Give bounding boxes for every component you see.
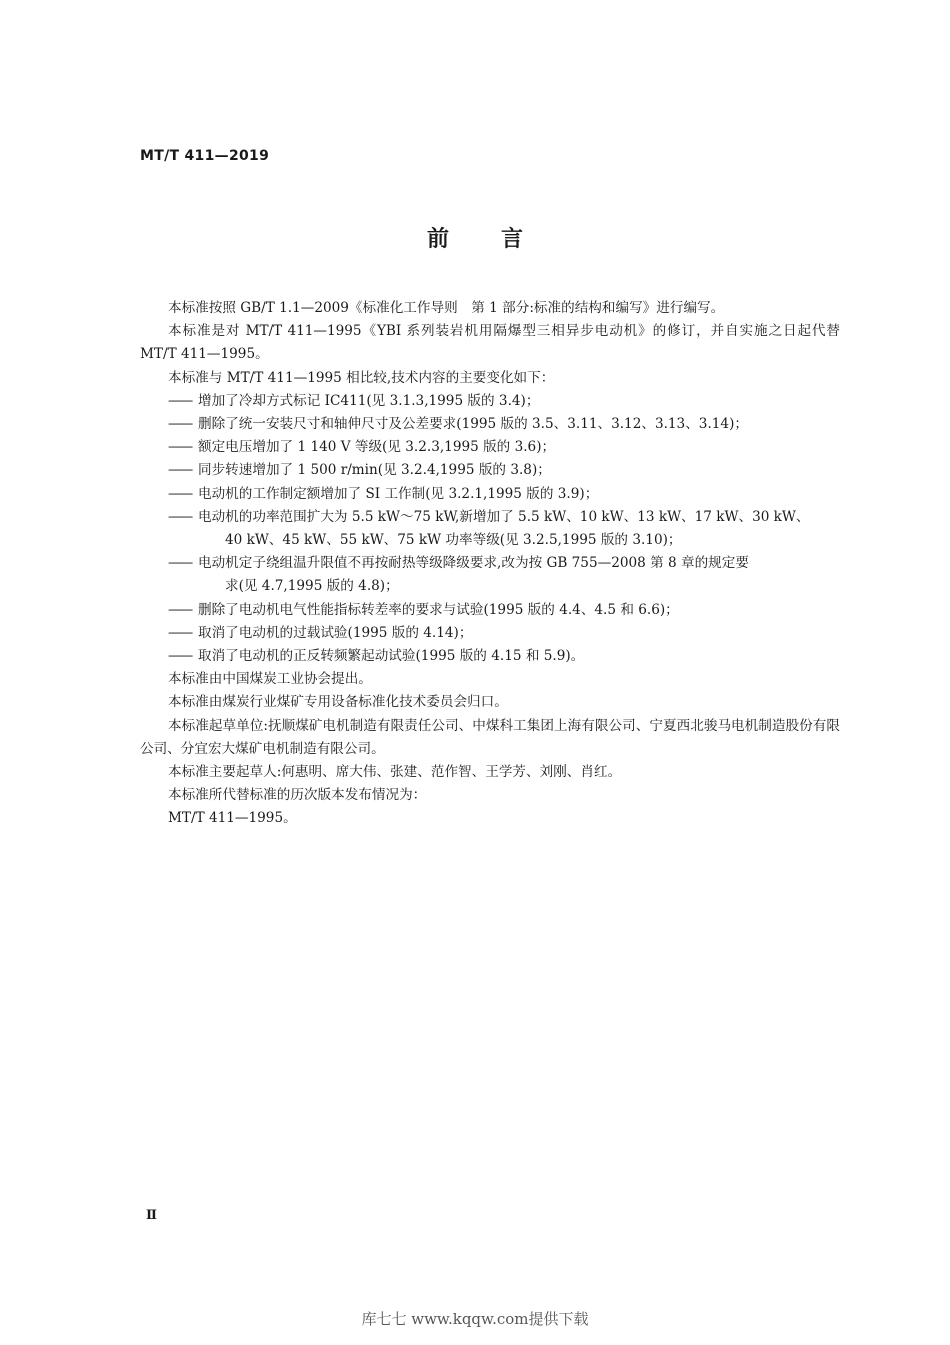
dash-marker: —— (168, 624, 192, 641)
dash-marker: —— (168, 648, 192, 665)
list-item: —— 电动机的工作制定额增加了 SI 工作制(见 3.2.1,1995 版的 3.9)； (168, 483, 840, 506)
list-item: —— 取消了电动机的过载试验(1995 版的 4.14)； (168, 622, 840, 645)
paragraph: 本标准由中国煤炭工业协会提出。 (168, 671, 372, 688)
paragraph: 本标准所代替标准的历次版本发布情况为： (168, 787, 427, 804)
standard-code: MT/T 411—2019 (140, 148, 270, 164)
change-list (140, 390, 840, 668)
page-number: Ⅱ (146, 1208, 157, 1223)
paragraph: 本标准与 MT/T 411—1995 相比较,技术内容的主要变化如下： (168, 369, 555, 386)
list-item: —— 电动机定子绕组温升限值不再按耐热等级降级要求,改为按 GB 755—2008 第 8 章的规定要 求(见 4.7,1995 版的 4.8)； (168, 552, 840, 598)
download-watermark: 库七七 www.kqqw.com提供下载 (361, 1310, 589, 1328)
dash-marker: —— (168, 508, 192, 525)
dash-marker: —— (168, 439, 192, 456)
document-body (140, 297, 840, 831)
dash-marker: —— (168, 601, 192, 618)
dash-marker: —— (168, 416, 192, 433)
list-item: —— 电动机的功率范围扩大为 5.5 kW～75 kW,新增加了 5.5 kW、10 kW、13 kW、17 kW、30 kW、 40 kW、45 kW、55 kW、75 kW 功率等级(见 3.2.5,1995 版的 3.10)； (168, 506, 840, 552)
paragraph: MT/T 411—1995。 (168, 810, 297, 827)
paragraph: 本标准起草单位:抚顺煤矿电机制造有限责任公司、中煤科工集团上海有限公司、宁夏西北骏马电机制造股份有限公司、分宜宏大煤矿电机制造有限公司。 (140, 717, 840, 757)
list-item: —— 额定电压增加了 1 140 V 等级(见 3.2.3,1995 版的 3.6)； (168, 436, 840, 459)
dash-marker: —— (168, 485, 192, 502)
list-item: —— 增加了冷却方式标记 IC411(见 3.1.3,1995 版的 3.4)； (168, 390, 840, 413)
paragraph: 本标准按照 GB/T 1.1—2009《标准化工作导则 第 1 部分:标准的结构和编写》进行编写。 (168, 300, 725, 316)
dash-marker: —— (168, 462, 192, 479)
list-item: —— 删除了统一安装尺寸和轴伸尺寸及公差要求(1995 版的 3.5、3.11、3.12、3.13、3.14)； (168, 413, 840, 436)
dash-marker: —— (168, 555, 192, 572)
dash-marker: —— (168, 392, 192, 409)
paragraph: 本标准由煤炭行业煤矿专用设备标准化技术委员会归口。 (168, 694, 508, 711)
paragraph: 本标准是对 MT/T 411—1995《YBI 系列装岩机用隔爆型三相异步电动机》的修订，并自实施之日起代替 MT/T 411—1995。 (140, 323, 840, 363)
paragraph: 本标准主要起草人:何惠明、席大伟、张建、范作智、王学芳、刘刚、肖红。 (168, 764, 622, 781)
list-item: —— 同步转速增加了 1 500 r/min(见 3.2.4,1995 版的 3.8)； (168, 459, 840, 482)
page-title: 前言 (426, 227, 575, 252)
list-item: —— 取消了电动机的正反转频繁起动试验(1995 版的 4.15 和 5.9)。 (168, 645, 840, 668)
list-item: —— 删除了电动机电气性能指标转差率的要求与试验(1995 版的 4.4、4.5 和 6.6)； (168, 599, 840, 622)
